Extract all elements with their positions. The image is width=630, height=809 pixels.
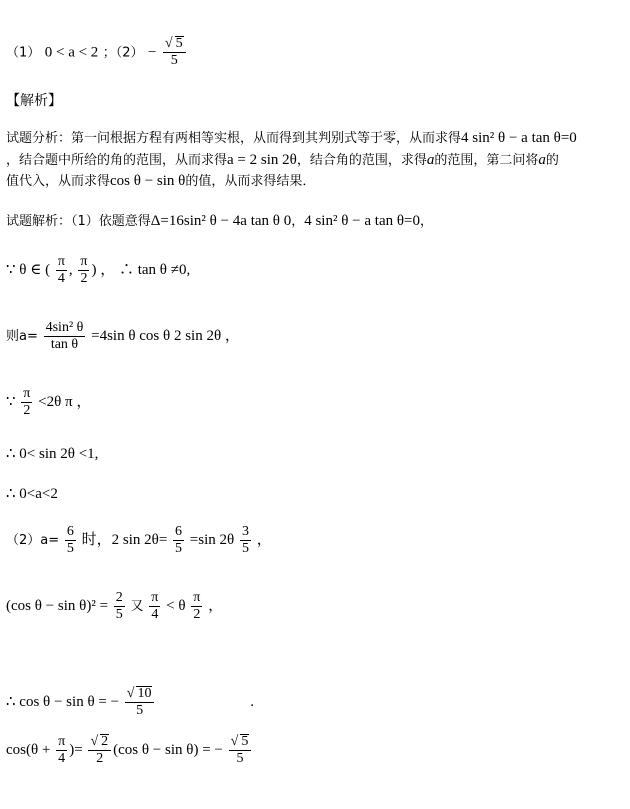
step-2 [6, 254, 190, 287]
analysis-text-2b: ，结合角的范围，求得 [296, 153, 427, 168]
step9-frac: $\frac{√ 10}{5}$ [125, 686, 155, 719]
step10-mid: )= [69, 741, 83, 758]
step10-frac-1 [56, 734, 67, 767]
step3-pre: 则a= [6, 328, 38, 344]
analysis-text-2d: 的 [545, 153, 559, 168]
analysis-line-1 [6, 129, 577, 148]
answer-label-1: （1） [6, 45, 41, 61]
step3-frac-num: 4sin² θ [45, 320, 84, 335]
step7-frac-2-den: 5 [175, 541, 183, 556]
step7-mid: 时，2 sin 2θ= [81, 531, 168, 548]
step4-rest: <2θ π ， [38, 393, 92, 410]
solution-delta: Δ=16sin² θ − 4a tan θ 0 [150, 213, 292, 229]
step9-dot: . [250, 693, 254, 710]
step8-frac-1-num: 2 [115, 590, 123, 605]
step2-frac-2-den: 2 [80, 271, 88, 286]
step9-radicand: 10 [137, 686, 152, 701]
step8-frac-2-den: 4 [151, 607, 159, 622]
step10-frac-2-den: 2 [96, 751, 104, 766]
step2-frac-2-num: π [80, 254, 88, 269]
analysis-text-2a: ，结合题中所给的角的范围，从而求得 [6, 153, 228, 168]
step7-end: ， [256, 531, 272, 548]
step-7 [6, 524, 272, 557]
step8-frac-1-den: 5 [115, 607, 123, 622]
step7-mid2: =sin 2θ [189, 531, 235, 548]
solution-comma: ， [291, 214, 305, 229]
analysis-eq-3: cos θ − sin θ [110, 173, 186, 189]
analysis-eq-1: 4 sin² θ − a tan θ=0 [461, 130, 577, 146]
step2-mid: , [68, 261, 73, 278]
step8-frac-2 [149, 590, 160, 623]
step8-frac-3-num: π [193, 590, 201, 605]
step7-frac-1 [65, 524, 76, 557]
answer-minus: − [148, 44, 157, 61]
analysis-line-2 [6, 151, 559, 170]
solution-line-1 [6, 212, 433, 231]
step10-frac-3: $\frac{√ 5}{5}$ [229, 734, 252, 767]
step-9 [6, 686, 254, 719]
step7-frac-2 [173, 524, 184, 557]
step10-radicand-1: 2 [101, 734, 109, 749]
analysis-eq-2: a = 2 sin 2θ [227, 152, 297, 168]
analysis-text-3b: 的值，从而求得结果． [185, 174, 316, 189]
step-6: ∴ 0<a<2 [6, 486, 58, 502]
step7-frac-3-den: 5 [241, 541, 249, 556]
step4-frac-num: π [23, 386, 31, 401]
step-8 [6, 590, 223, 623]
step2-frac-2 [78, 254, 89, 287]
answer-line [6, 36, 188, 69]
analysis-var-a-1: a [426, 152, 435, 168]
step2-because: ∵ θ ∈ ( [6, 261, 51, 278]
step10-radicand-2: 5 [241, 734, 249, 749]
step10-frac-1-num: π [58, 734, 66, 749]
analysis-text-3a: 值代入，从而求得 [6, 174, 111, 189]
answer-fraction: $\frac{√ 5}{5}$ [163, 36, 186, 69]
solution-eq: 4 sin² θ − a tan θ=0 [304, 213, 420, 229]
step7-frac-2-num: 6 [175, 524, 183, 539]
step7-frac-1-num: 6 [66, 524, 74, 539]
solution-end: ， [420, 214, 434, 229]
step2-so: ， ∴ tan θ ≠0, [100, 261, 191, 278]
step7-frac-1-den: 5 [66, 541, 74, 556]
step-5: ∴ 0< sin 2θ <1, [6, 446, 99, 462]
step3-frac [44, 320, 86, 353]
step8-mid: 又 [130, 598, 144, 614]
step2-frac-1-num: π [57, 254, 65, 269]
step2-frac-1 [56, 254, 67, 287]
step7-frac-3 [240, 524, 251, 557]
step4-frac [21, 386, 32, 419]
analysis-lead: 试题分析：第一问根据方程有两相等实根，从而得到其判别式等于零，从而求得 [6, 131, 462, 146]
answer-radicand: 5 [175, 36, 183, 51]
step4-because: ∵ [6, 393, 16, 410]
step2-close: ) [91, 261, 97, 278]
step8-pre: (cos θ − sin θ)² = [6, 597, 109, 614]
step10-frac-1-den: 4 [58, 751, 66, 766]
analysis-text-2c: 的范围，第二问将 [434, 153, 539, 168]
answer-part-1: 0 < a < 2 [44, 44, 99, 61]
step10-frac-3-den: 5 [236, 751, 244, 766]
step10-mid2: (cos θ − sin θ) = − [113, 741, 223, 758]
step8-end: ， [208, 597, 224, 614]
solution-lead: 试题解析：（1）依题意得 [6, 214, 151, 229]
step-4 [6, 386, 91, 419]
step9-pre: ∴ cos θ − sin θ = − [6, 693, 120, 710]
step9-den: 5 [136, 703, 144, 718]
step10-frac-2: $\frac{√ 2}{2}$ [88, 734, 111, 767]
analysis-line-3 [6, 172, 315, 191]
step-10 [6, 734, 253, 767]
step10-pre: cos(θ + [6, 741, 51, 758]
step-3 [6, 320, 240, 353]
analysis-var-a-2: a [538, 152, 546, 168]
step8-frac-2-num: π [151, 590, 159, 605]
step7-frac-3-num: 3 [241, 524, 249, 539]
answer-separator: ；（2） [102, 45, 144, 61]
step8-mid2: < θ [166, 597, 186, 614]
step7-pre: （2）a= [6, 532, 60, 548]
step2-frac-1-den: 4 [57, 271, 65, 286]
step4-frac-den: 2 [23, 403, 31, 418]
step3-rest: =4sin θ cos θ 2 sin 2θ ， [91, 327, 240, 344]
analysis-heading: 【解析】 [6, 93, 62, 109]
step3-frac-den: tan θ [50, 337, 79, 352]
step8-frac-1 [114, 590, 125, 623]
answer-denominator: 5 [170, 53, 178, 68]
step8-frac-3 [191, 590, 202, 623]
step8-frac-3-den: 2 [193, 607, 201, 622]
